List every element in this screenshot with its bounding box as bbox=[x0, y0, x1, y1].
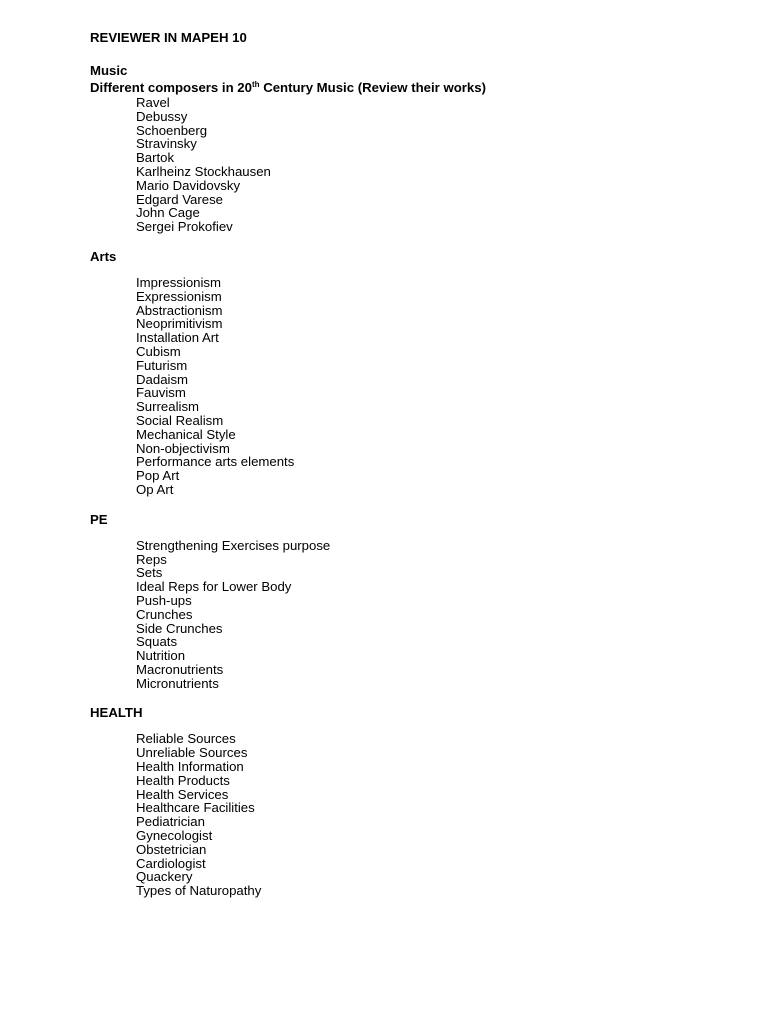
list-item: Gynecologist bbox=[136, 828, 213, 844]
list-item: Sets bbox=[136, 565, 163, 581]
pe-heading: PE bbox=[90, 511, 108, 527]
list-item: Non-objectivism bbox=[136, 440, 230, 456]
list-item: Obstetrician bbox=[136, 841, 207, 857]
list-item: Pop Art bbox=[136, 468, 180, 484]
list-item: Types of Naturopathy bbox=[136, 883, 262, 899]
list-item: Abstractionism bbox=[136, 302, 223, 318]
list-item: Healthcare Facilities bbox=[136, 800, 255, 816]
list-item: Dadaism bbox=[136, 371, 189, 387]
list-item: Strengthening Exercises purpose bbox=[136, 537, 331, 553]
music-section bbox=[90, 62, 730, 234]
list-item: Unreliable Sources bbox=[136, 745, 248, 761]
list-item: Futurism bbox=[136, 357, 188, 373]
list-item: Health Products bbox=[136, 772, 230, 788]
list-item: Neoprimitivism bbox=[136, 316, 223, 332]
list-item: Cubism bbox=[136, 343, 181, 359]
health-list bbox=[90, 732, 730, 898]
music-subheading-start: Different composers in 20 bbox=[90, 80, 252, 95]
health-heading: HEALTH bbox=[90, 705, 143, 721]
list-item: Stravinsky bbox=[136, 136, 197, 152]
arts-section bbox=[90, 248, 730, 497]
music-heading: Music bbox=[90, 63, 128, 78]
list-item: John Cage bbox=[136, 205, 200, 221]
arts-heading: Arts bbox=[90, 248, 117, 264]
list-item: Macronutrients bbox=[136, 661, 224, 677]
list-item: Crunches bbox=[136, 606, 193, 622]
list-item: Health Information bbox=[136, 759, 244, 775]
pe-list bbox=[90, 539, 730, 691]
list-item: Mario Davidovsky bbox=[136, 177, 241, 193]
list-item: Surrealism bbox=[136, 399, 200, 415]
list-item: Sergei Prokofiev bbox=[136, 219, 233, 235]
list-item: Edgard Varese bbox=[136, 191, 223, 207]
list-item: Social Realism bbox=[136, 412, 224, 428]
music-list bbox=[90, 96, 730, 234]
list-item: Ideal Reps for Lower Body bbox=[136, 579, 292, 595]
list-item: Side Crunches bbox=[136, 620, 223, 636]
list-item: Impressionism bbox=[136, 274, 222, 290]
music-subheading bbox=[90, 79, 730, 96]
list-item: Health Services bbox=[136, 786, 229, 802]
list-item: Fauvism bbox=[136, 385, 186, 401]
list-item: Expressionism bbox=[136, 288, 222, 304]
list-item: Cardiologist bbox=[136, 855, 206, 871]
list-item: Quackery bbox=[136, 869, 193, 885]
health-section bbox=[90, 704, 730, 898]
list-item: Squats bbox=[136, 634, 178, 650]
list-item: Nutrition bbox=[136, 648, 186, 664]
list-item: Bartok bbox=[136, 150, 175, 166]
music-subheading-superscript: th bbox=[251, 80, 260, 89]
list-item: Micronutrients bbox=[136, 675, 219, 691]
music-subheading-end: Century Music (Review their works) bbox=[259, 80, 486, 95]
list-item: Push-ups bbox=[136, 592, 192, 608]
list-item: Pediatrician bbox=[136, 814, 205, 830]
document-title: REVIEWER IN MAPEH 10 bbox=[90, 30, 247, 45]
list-item: Mechanical Style bbox=[136, 426, 236, 442]
arts-list bbox=[90, 276, 730, 497]
list-item: Performance arts elements bbox=[136, 454, 295, 470]
pe-section bbox=[90, 511, 730, 691]
document-page bbox=[90, 29, 730, 912]
list-item: Schoenberg bbox=[136, 122, 208, 138]
list-item: Ravel bbox=[136, 95, 170, 110]
list-item: Debussy bbox=[136, 108, 188, 124]
list-item: Reps bbox=[136, 551, 167, 567]
list-item: Reliable Sources bbox=[136, 731, 236, 747]
list-item: Op Art bbox=[136, 481, 174, 497]
list-item: Installation Art bbox=[136, 330, 219, 346]
list-item: Karlheinz Stockhausen bbox=[136, 163, 271, 179]
